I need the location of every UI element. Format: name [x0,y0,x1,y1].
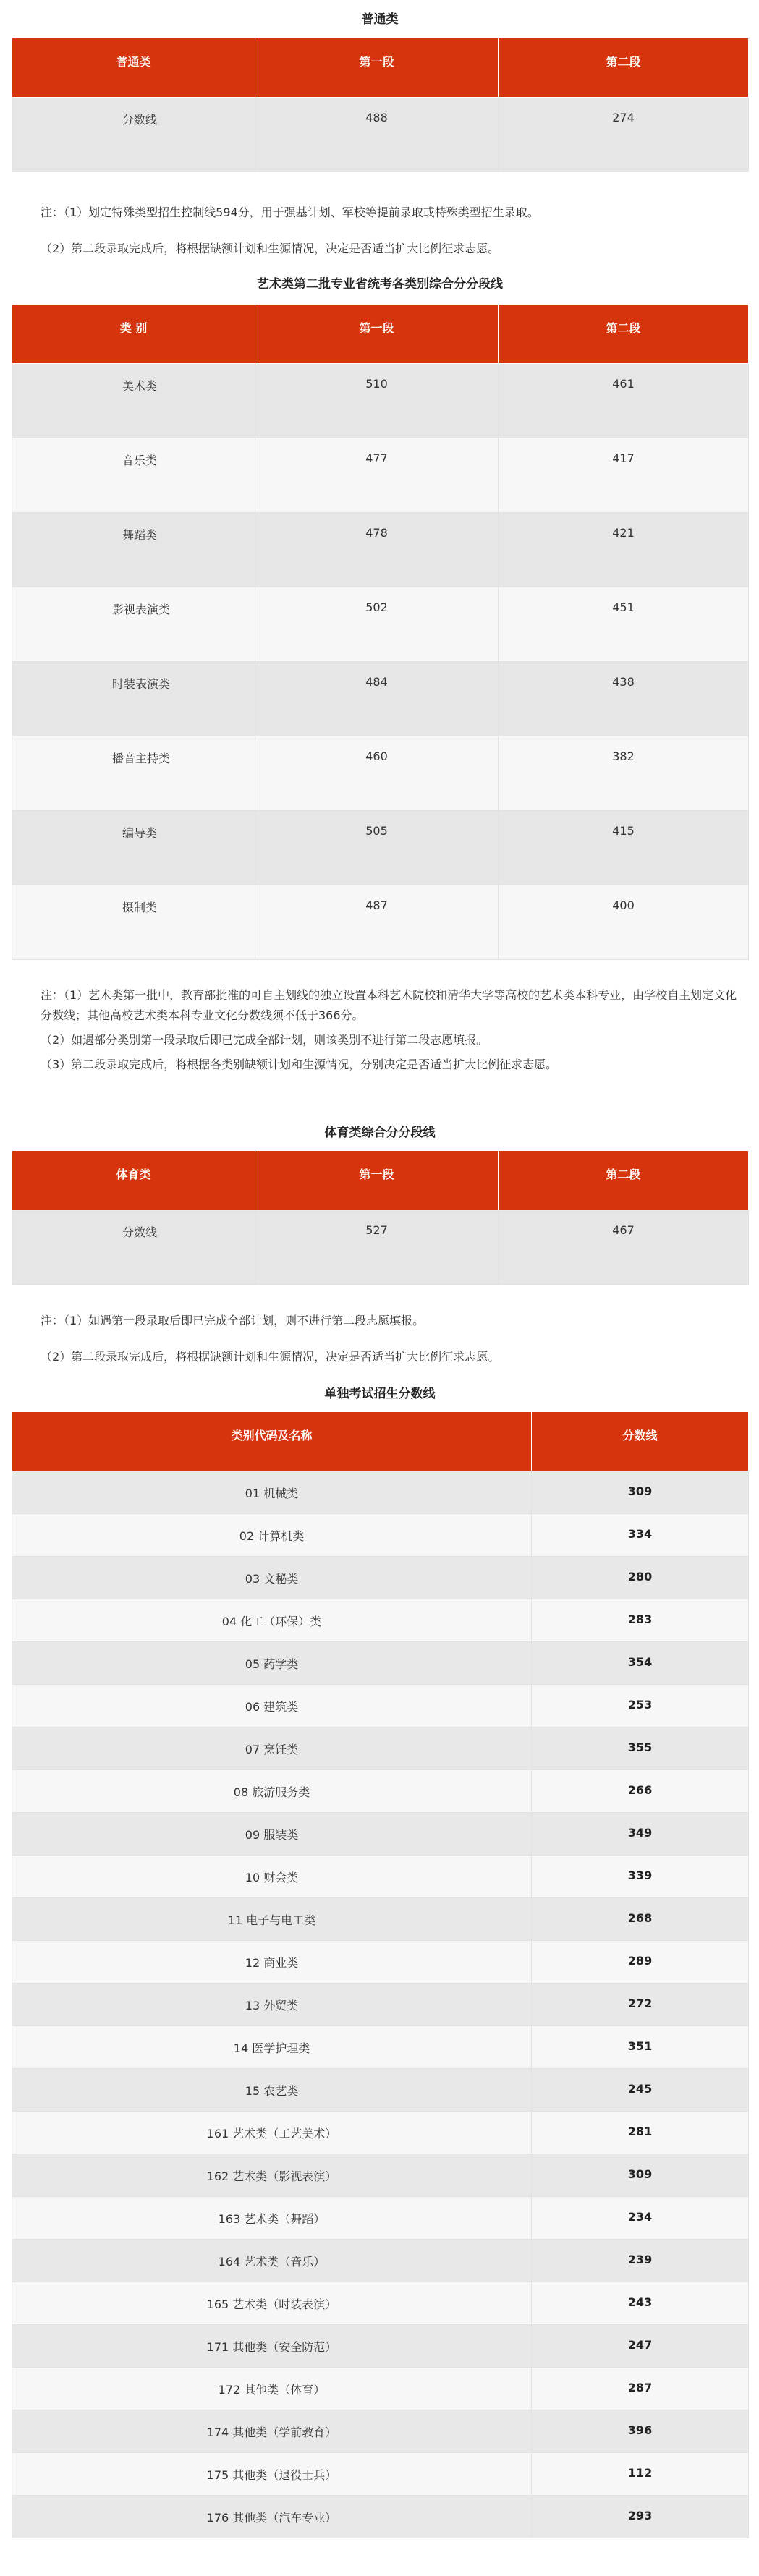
pe-table [12,1150,749,1285]
pe-note-2: （2）第二段录取完成后，将根据缺额计划和生源情况，决定是否适当扩大比例征求志愿。 [41,1350,500,1364]
table-row [12,2197,749,2240]
table-row [12,513,749,587]
single-row-score: 253 [532,1685,749,1727]
art-row-first: 477 [255,438,499,513]
single-row-name: 02 计算机类 [12,1514,532,1557]
art-row-name: 影视表演类 [12,587,255,662]
art-note-1: 注：（1）艺术类第一批中，教育部批准的可自主划线的独立设置本科艺术院校和清华大学等高校的艺术类本科专业，由学校自主划定文化分数线；其他高校艺术类本科专业文化分数线须不低于366分。 [41,988,737,1022]
single-row-name: 07 烹饪类 [12,1727,532,1770]
table-row [12,2410,749,2453]
art-row-first: 510 [255,364,499,438]
table-row [12,736,749,811]
pe-header-first: 第一段 [255,1151,499,1210]
single-row-name: 15 农艺类 [12,2069,532,2112]
single-row-score: 281 [532,2112,749,2154]
table-row [12,1685,749,1727]
general-row-first: 488 [255,98,499,172]
art-table [12,304,749,960]
art-row-first: 505 [255,811,499,885]
art-row-second: 461 [499,364,749,438]
single-row-name: 05 药学类 [12,1642,532,1685]
single-row-score: 396 [532,2410,749,2453]
single-row-name: 06 建筑类 [12,1685,532,1727]
single-row-name: 165 艺术类（时装表演） [12,2282,532,2325]
single-row-name: 171 其他类（安全防范） [12,2325,532,2368]
art-row-second: 400 [499,885,749,960]
single-row-score: 289 [532,1941,749,1984]
single-row-name: 11 电子与电工类 [12,1898,532,1941]
single-row-score: 245 [532,2069,749,2112]
general-header-second: 第二段 [499,38,749,98]
table-row [12,2282,749,2325]
table-row [12,1898,749,1941]
single-row-name: 10 财会类 [12,1856,532,1898]
table-row [12,1770,749,1813]
pe-row-second: 467 [499,1210,749,1285]
table-row [12,811,749,885]
pe-note-1: 注：（1）如遇第一段录取后即已完成全部计划，则不进行第二段志愿填报。 [41,1314,425,1327]
table-row [12,1984,749,2026]
single-row-name: 175 其他类（退役士兵） [12,2453,532,2496]
single-row-score: 287 [532,2368,749,2410]
table-row [12,2496,749,2538]
art-row-name: 美术类 [12,364,255,438]
art-row-name: 播音主持类 [12,736,255,811]
single-row-name: 01 机械类 [12,1471,532,1514]
art-row-first: 478 [255,513,499,587]
single-row-name: 162 艺术类（影视表演） [12,2154,532,2197]
art-row-name: 编导类 [12,811,255,885]
art-header-category: 类 别 [12,305,255,364]
single-header-category: 类别代码及名称 [12,1412,532,1471]
single-row-name: 13 外贸类 [12,1984,532,2026]
art-row-second: 417 [499,438,749,513]
single-row-score: 268 [532,1898,749,1941]
table-row [12,2026,749,2069]
single-row-name: 174 其他类（学前教育） [12,2410,532,2453]
art-row-second: 421 [499,513,749,587]
single-row-score: 339 [532,1856,749,1898]
table-row [12,1599,749,1642]
art-row-name: 时装表演类 [12,662,255,736]
single-row-name: 08 旅游服务类 [12,1770,532,1813]
single-row-name: 12 商业类 [12,1941,532,1984]
table-row [12,1514,749,1557]
table-row [12,2112,749,2154]
general-note-2: （2）第二段录取完成后，将根据缺额计划和生源情况，决定是否适当扩大比例征求志愿。 [41,242,500,255]
table-row [12,2154,749,2197]
pe-row-name: 分数线 [12,1210,255,1285]
table-row [12,1471,749,1514]
art-row-first: 487 [255,885,499,960]
art-row-first: 460 [255,736,499,811]
table-row [12,2453,749,2496]
table-row [12,1813,749,1856]
single-row-score: 266 [532,1770,749,1813]
table-row [12,1941,749,1984]
pe-row-first: 527 [255,1210,499,1285]
single-row-name: 04 化工（环保）类 [12,1599,532,1642]
single-row-score: 354 [532,1642,749,1685]
single-title: 单独考试招生分数线 [324,1387,436,1401]
general-title: 普通类 [361,12,399,27]
single-row-name: 164 艺术类（音乐） [12,2240,532,2282]
single-row-score: 239 [532,2240,749,2282]
table-row [12,1727,749,1770]
table-row [12,1557,749,1599]
table-row [12,98,749,172]
single-row-name: 176 其他类（汽车专业） [12,2496,532,2538]
single-row-score: 334 [532,1514,749,1557]
art-row-second: 415 [499,811,749,885]
art-header-second: 第二段 [499,305,749,364]
art-row-first: 484 [255,662,499,736]
general-row-second: 274 [499,98,749,172]
table-row [12,2069,749,2112]
art-note-3: （3）第二段录取完成后，将根据各类别缺额计划和生源情况，分别决定是否适当扩大比例征求志愿。 [41,1058,558,1071]
single-row-score: 349 [532,1813,749,1856]
art-header-first: 第一段 [255,305,499,364]
general-table [12,38,749,172]
art-row-second: 438 [499,662,749,736]
art-note-2: （2）如遇部分类别第一段录取后即已完成全部计划，则该类别不进行第二段志愿填报。 [41,1033,488,1047]
table-row [12,2325,749,2368]
pe-header-second: 第二段 [499,1151,749,1210]
table-row [12,2368,749,2410]
art-row-name: 舞蹈类 [12,513,255,587]
single-row-score: 280 [532,1557,749,1599]
table-row [12,662,749,736]
single-header-score: 分数线 [532,1412,749,1471]
table-row [12,1210,749,1285]
general-header-category: 普通类 [12,38,255,98]
single-row-name: 172 其他类（体育） [12,2368,532,2410]
pe-title: 体育类综合分分段线 [324,1126,436,1140]
single-row-score: 309 [532,1471,749,1514]
single-row-score: 272 [532,1984,749,2026]
table-row [12,2240,749,2282]
single-row-score: 293 [532,2496,749,2538]
table-row [12,438,749,513]
art-row-first: 502 [255,587,499,662]
single-row-score: 283 [532,1599,749,1642]
table-row [12,1856,749,1898]
single-row-score: 247 [532,2325,749,2368]
table-row [12,885,749,960]
pe-notes [12,1311,748,1367]
general-row-name: 分数线 [12,98,255,172]
single-row-name: 09 服装类 [12,1813,532,1856]
single-row-name: 161 艺术类（工艺美术） [12,2112,532,2154]
table-row [12,587,749,662]
art-row-name: 音乐类 [12,438,255,513]
single-row-name: 163 艺术类（舞蹈） [12,2197,532,2240]
art-row-name: 摄制类 [12,885,255,960]
single-row-name: 14 医学护理类 [12,2026,532,2069]
single-row-score: 355 [532,1727,749,1770]
pe-header-category: 体育类 [12,1151,255,1210]
single-row-name: 03 文秘类 [12,1557,532,1599]
single-row-score: 309 [532,2154,749,2197]
art-row-second: 451 [499,587,749,662]
art-notes [12,985,748,1075]
single-row-score: 351 [532,2026,749,2069]
general-notes [12,203,748,259]
general-note-1: 注：（1）划定特殊类型招生控制线594分，用于强基计划、军校等提前录取或特殊类型招生录取。 [41,205,539,219]
art-title: 艺术类第二批专业省统考各类别综合分分段线 [257,277,503,292]
general-header-first: 第一段 [255,38,499,98]
single-row-score: 234 [532,2197,749,2240]
single-table [12,1411,749,2538]
table-row [12,1642,749,1685]
single-row-score: 243 [532,2282,749,2325]
table-row [12,364,749,438]
single-row-score: 112 [532,2453,749,2496]
art-row-second: 382 [499,736,749,811]
